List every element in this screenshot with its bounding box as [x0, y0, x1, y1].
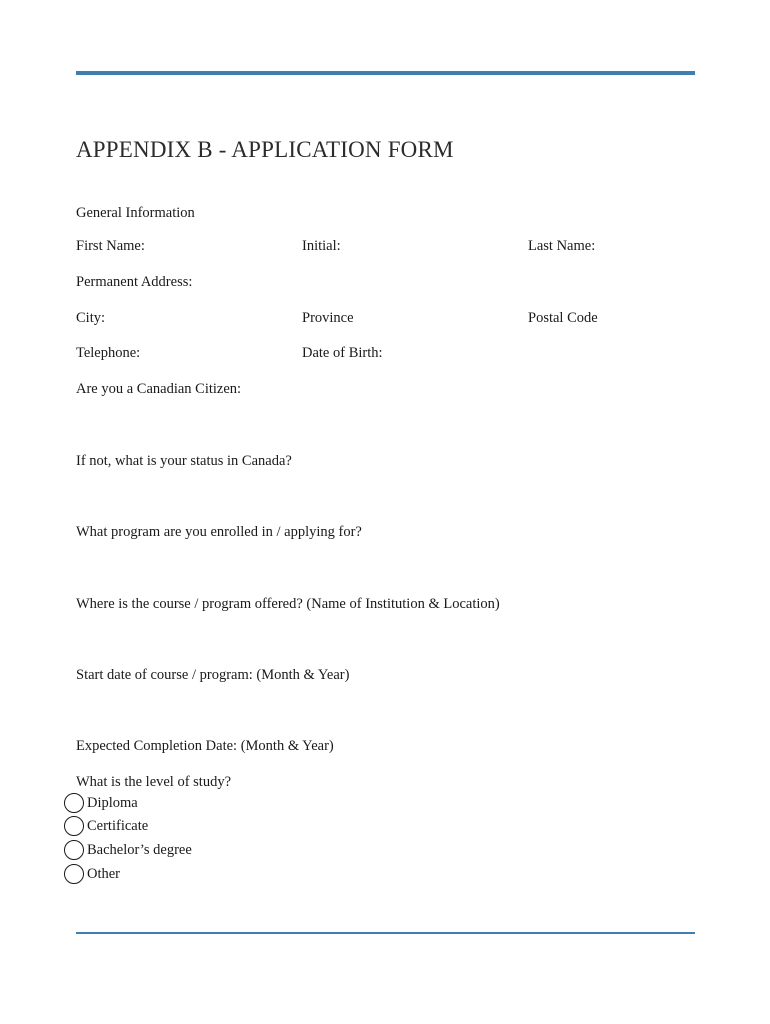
radio-button[interactable]	[64, 864, 84, 884]
first-name-label: First Name:	[76, 238, 145, 254]
level-option-other[interactable]	[64, 863, 120, 885]
city-label: City:	[76, 310, 106, 326]
completion-date-question: Expected Completion Date: (Month & Year)	[76, 738, 334, 754]
start-date-question: Start date of course / program: (Month & Year)	[76, 667, 350, 683]
province-label: Province	[302, 310, 354, 326]
level-option-label: Bachelor’s degree	[87, 841, 192, 858]
level-of-study-question: What is the level of study?	[76, 774, 232, 790]
permanent-address-label: Permanent Address:	[76, 274, 193, 290]
postal-code-label: Postal Code	[528, 310, 598, 326]
form-title: APPENDIX B - APPLICATION FORM	[76, 137, 454, 162]
bottom-divider	[76, 932, 695, 934]
status-in-canada-question: If not, what is your status in Canada?	[76, 453, 292, 469]
level-option-label: Certificate	[87, 817, 149, 834]
general-information-heading: General Information	[76, 205, 195, 221]
top-divider	[76, 71, 695, 75]
level-option-label: Diploma	[87, 794, 138, 811]
course-location-question: Where is the course / program offered? (Name of Institution & Location)	[76, 596, 500, 612]
initial-label: Initial:	[302, 238, 341, 254]
radio-button[interactable]	[64, 793, 84, 813]
level-option-certificate[interactable]	[64, 815, 148, 837]
level-option-diploma[interactable]	[64, 792, 138, 814]
last-name-label: Last Name:	[528, 238, 596, 254]
canadian-citizen-question: Are you a Canadian Citizen:	[76, 381, 242, 397]
radio-button[interactable]	[64, 840, 84, 860]
level-option-label: Other	[87, 865, 121, 882]
level-option-bachelors[interactable]	[64, 839, 192, 861]
telephone-label: Telephone:	[76, 345, 141, 361]
program-question: What program are you enrolled in / applying for?	[76, 524, 362, 540]
date-of-birth-label: Date of Birth:	[302, 345, 383, 361]
radio-button[interactable]	[64, 816, 84, 836]
